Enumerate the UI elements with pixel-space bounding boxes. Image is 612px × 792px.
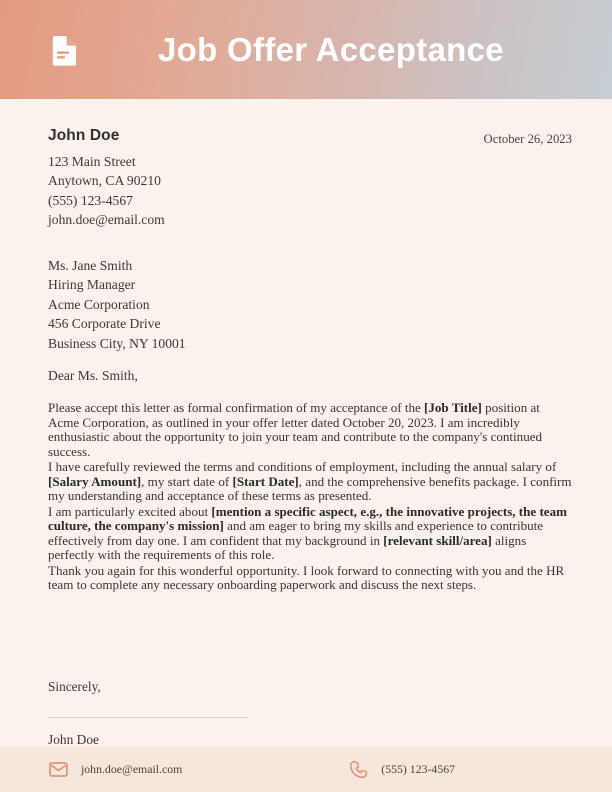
- sender-name: John Doe: [48, 127, 120, 144]
- recipient-company: Acme Corporation: [48, 296, 150, 312]
- recipient-city-state-zip: Business City, NY 10001: [48, 335, 186, 351]
- body-paragraph-4: [48, 564, 572, 593]
- body-paragraph-3: [48, 505, 572, 563]
- sender-phone: (555) 123-4567: [48, 192, 133, 208]
- footer-email-item[interactable]: [48, 760, 182, 780]
- letter-body: [48, 401, 572, 593]
- page-title: Job Offer Acceptance: [158, 30, 504, 68]
- placeholder-salary-amount: [Salary Amount]: [48, 473, 142, 489]
- phone-icon: [348, 760, 368, 780]
- document-icon: [48, 33, 82, 67]
- paragraph-1-text-2: position at Acme Corporation, as outlined in your offer letter dated October 20, 2023. I am incredibly enthusiastic about the opportunity to join your team and contribute to the company's continued success.: [48, 400, 543, 459]
- signature-line: [48, 717, 248, 718]
- document-footer: [0, 747, 612, 792]
- placeholder-start-date: [Start Date]: [232, 473, 299, 489]
- paragraph-3-text-2: and am eager to bring my skills and experience to contribute effectively from day one. I am confident that my background in: [48, 518, 544, 548]
- paragraph-3-text-1: I am particularly excited about: [48, 503, 212, 519]
- paragraph-1-text-1: Please accept this letter as formal confirmation of my acceptance of the: [48, 400, 425, 416]
- signer-name: John Doe: [48, 732, 99, 747]
- paragraph-2-text-3: , and the comprehensive benefits package. I confirm my understanding and acceptance of these terms as presented.: [48, 473, 572, 504]
- closing-salutation: Sincerely,: [48, 679, 101, 694]
- placeholder-relevant-skill: [relevant skill/area]: [383, 532, 492, 548]
- recipient-street: 456 Corporate Drive: [48, 316, 161, 332]
- footer-email-text: john.doe@email.com: [81, 762, 183, 776]
- paragraph-4-text-1: Thank you again for this wonderful opportunity. I look forward to connecting with you and the HR team to complete any necessary onboarding paperwork and discuss the next steps.: [48, 562, 565, 593]
- letterhead-row: [48, 127, 572, 230]
- sender-street: 123 Main Street: [48, 154, 136, 169]
- letter-sheet: [0, 99, 612, 747]
- footer-phone-item[interactable]: [348, 760, 455, 780]
- body-paragraph-2: [48, 460, 572, 504]
- sender-email: john.doe@email.com: [48, 212, 165, 228]
- recipient-address-block: [48, 256, 572, 354]
- paragraph-2-text-1: I have carefully reviewed the terms and conditions of employment, including the annual salary of: [48, 459, 557, 475]
- recipient-title: Hiring Manager: [48, 277, 136, 293]
- recipient-name: Ms. Jane Smith: [48, 257, 133, 273]
- document-header-banner: [0, 0, 612, 99]
- paragraph-2-text-2: , my start date of: [141, 473, 233, 489]
- salutation: Dear Ms. Smith,: [48, 368, 138, 384]
- envelope-icon: [48, 760, 68, 780]
- placeholder-specific-aspect: [mention a specific aspect, e.g., the innovative projects, the team culture, the company's mission]: [48, 503, 567, 534]
- footer-phone-text: (555) 123-4567: [381, 762, 456, 776]
- letter-date: October 26, 2023: [483, 132, 572, 146]
- sender-city-state-zip: Anytown, CA 90210: [48, 173, 161, 189]
- closing-block: [48, 679, 448, 748]
- sender-address-block: [48, 127, 165, 230]
- paragraph-3-text-3: aligns perfectly with the requirements of this role.: [48, 532, 527, 563]
- body-paragraph-1: [48, 401, 572, 459]
- placeholder-job-title: [Job Title]: [424, 400, 482, 416]
